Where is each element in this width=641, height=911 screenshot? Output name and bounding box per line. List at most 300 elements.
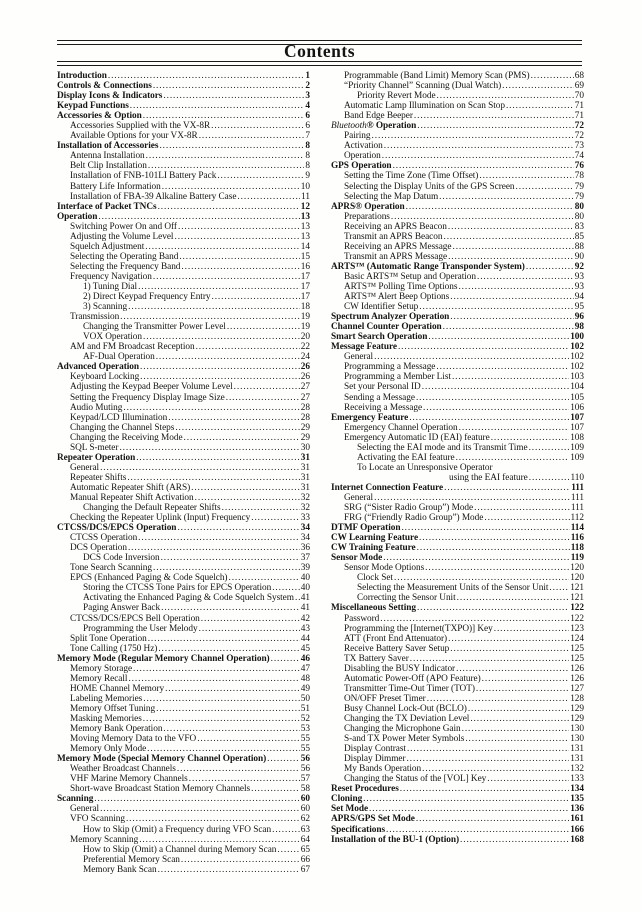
toc-page-number: 11 [301,191,310,202]
toc-page-number: 88 [574,241,584,252]
dotted-leader [179,252,299,262]
dotted-leader [502,81,574,91]
toc-page-number: 9 [305,171,310,182]
toc-entry-title: Display Contrast [344,744,406,755]
toc-entry [57,382,310,392]
toc-entry [331,573,584,583]
toc-entry-title: Internet Connection Feature [331,482,444,493]
toc-entry-title: APRS/GPS Set Mode [331,814,415,825]
dotted-leader [406,202,574,212]
dotted-leader [419,302,574,312]
toc-entry [57,634,310,644]
toc-page-number: 41 [300,593,310,604]
toc-page-number: 8 [305,151,310,162]
toc-entry-title: Memory Bank Scan [83,864,157,875]
toc-entry-title: Setting the Frequency Display Image Size [70,392,225,403]
toc-entry [57,593,310,603]
dotted-leader [98,212,299,222]
toc-entry-title: APRS® Operation [331,201,405,212]
toc-entry [331,513,584,523]
toc-entry-title: Clock Set [357,573,393,584]
toc-page-number: 93 [574,281,584,292]
toc-page-number: 31 [300,462,310,473]
toc-entry [57,222,310,232]
toc-entry [57,71,310,81]
toc-page-number: 30 [300,442,310,453]
toc-page-number: 94 [574,292,584,303]
dotted-leader [494,624,569,634]
toc-entry [57,603,310,613]
dotted-leader [409,413,569,423]
dotted-leader [143,332,300,342]
dotted-leader [136,453,300,463]
dotted-leader [479,171,573,181]
toc-entry [57,131,310,141]
toc-entry [331,423,584,433]
toc-page-number: 42 [300,613,310,624]
toc-entry [57,433,310,443]
toc-entry-title: Labeling Memories [70,693,143,704]
toc-page-number: 110 [570,472,584,483]
toc-page-number: 71 [574,111,584,122]
toc-page-number: 33 [300,513,310,524]
toc-entry-title: Installation of FBA-39 Alkaline Battery Case [70,191,237,202]
dotted-leader [374,352,569,362]
toc-page-number: 85 [574,231,584,242]
toc-page-number: 79 [574,181,584,192]
dotted-leader [526,262,574,272]
toc-page-number: 24 [300,352,310,363]
toc-page-number: 111 [571,482,584,493]
toc-entry [57,644,310,654]
toc-page-number: 102 [570,362,584,373]
toc-entry-title: Tone Search Scanning [70,563,152,574]
toc-entry [331,583,584,593]
dotted-leader [133,664,300,674]
toc-page-number: 31 [300,482,310,493]
toc-entry [331,272,584,282]
dotted-leader [139,835,300,845]
toc-entry [331,453,584,463]
toc-entry [57,563,310,573]
toc-page-number: 15 [300,251,310,262]
toc-entry-title: DCS Operation [70,543,127,554]
dotted-leader [393,161,574,171]
toc-entry-title: Changing the Channel Steps [70,422,175,433]
toc-page-number: 131 [570,754,584,765]
toc-entry [57,242,310,252]
toc-entry-title: Programming the User Melody [83,623,198,634]
toc-entry [331,794,584,804]
dotted-leader [175,423,299,433]
toc-entry [57,252,310,262]
dotted-leader [195,493,300,503]
toc-page-number: 17 [300,292,310,303]
toc-entry-title: To Locate an Unresponsive Operator [357,462,493,473]
toc-page-number: 107 [570,412,584,423]
dotted-leader [529,443,570,453]
dotted-leader [138,533,300,543]
toc-entry [331,212,584,222]
toc-entry-title: HOME Channel Memory [70,683,165,694]
toc-page-number: 123 [570,623,584,634]
toc-entry-title: Basic ARTS™ Setup and Operation [344,271,476,282]
toc-entry [57,714,310,724]
toc-entry [331,182,584,192]
toc-entry [57,81,310,91]
toc-entry [57,724,310,734]
toc-entry [331,593,584,603]
toc-entry-title: Correcting the Sensor Unit [357,593,456,604]
toc-entry [331,694,584,704]
dotted-leader [181,262,299,272]
toc-page-number: 122 [570,603,584,614]
toc-entry [331,835,584,845]
toc-page-number: 73 [574,141,584,152]
toc-entry [57,262,310,272]
toc-entry [331,553,584,563]
toc-entry [331,734,584,744]
toc-page-number: 12 [300,201,310,212]
toc-entry-title: ATT (Front End Attenuator) [344,633,448,644]
toc-entry-title: Set your Personal ID [344,382,421,393]
toc-entry [57,161,310,171]
dotted-leader [100,463,300,473]
toc-page-number: 57 [300,774,310,785]
toc-entry-title: TX Battery Saver [344,653,409,664]
dotted-leader [450,312,574,322]
toc-entry [57,362,310,372]
toc-entry-title: Preparations [344,211,390,222]
toc-entry [331,312,584,322]
toc-entry-title: Password [344,613,380,624]
toc-page-number: 41 [300,603,310,614]
dotted-leader [369,804,569,814]
toc-page-number: 6 [305,121,310,132]
dotted-leader [148,161,305,171]
toc-page-number: 114 [570,523,584,534]
toc-page-number: 106 [570,402,584,413]
dotted-leader [130,101,305,111]
dotted-leader [394,573,569,583]
toc-page-number: 34 [300,523,310,534]
toc-page-number: 29 [300,432,310,443]
dotted-leader [226,393,300,403]
toc-page-number: 13 [300,231,310,242]
toc-entry-title: Changing the TX Deviation Level [344,714,470,724]
toc-page-number: 68 [574,71,584,81]
toc-entry [331,232,584,242]
dotted-leader [443,232,573,242]
dotted-leader [161,603,300,613]
toc-entry [57,182,310,192]
toc-entry [57,312,310,322]
toc-page-number: 19 [300,312,310,323]
toc-entry [331,744,584,754]
dotted-leader [227,322,300,332]
dotted-leader [391,212,574,222]
toc-entry-title: Checking the Repeater Uplink (Input) Frequency [70,513,251,524]
toc-page-number: 56 [300,754,310,765]
toc-entry-title: Sensor Mode [331,553,383,564]
toc-entry-title: Cloning [331,794,363,805]
toc-page-number: 127 [570,683,584,694]
toc-entry-title: FRG (“Friendly Radio Group”) Mode [344,513,484,524]
toc-entry [331,413,584,423]
toc-entry [331,473,584,483]
dotted-leader [120,312,300,322]
toc-entry-title: Set Mode [331,804,369,815]
toc-entry-title: GPS Operation [331,161,392,172]
toc-entry-title: Memory Scanning [70,834,139,845]
toc-entry-title: Selecting the EAI mode and its Transmit Time [357,442,528,453]
toc-entry [57,614,310,624]
toc-page-number: 19 [300,322,310,333]
toc-entry-title: SQL S-meter [70,442,119,453]
toc-entry [57,423,310,433]
dotted-leader [448,252,574,262]
toc-entry-title: CW Learning Feature [331,533,419,544]
dotted-leader [456,664,569,674]
toc-entry-title: Emergency Feature [331,412,409,423]
toc-page-number: 83 [574,221,584,232]
toc-entry-title: Audio Muting [70,402,123,413]
toc-entry-title: CTCSS/DCS/EPCS Bell Operation [70,613,200,624]
toc-page-number: 17 [300,281,310,292]
toc-page-number: 43 [300,623,310,634]
toc-entry-title: Controls & Connections [57,81,152,92]
toc-entry [57,553,310,563]
toc-entry-title: Adjusting the Keypad Beeper Volume Level [70,382,233,393]
dotted-leader [484,513,569,523]
toc-entry-title: VFO Scanning [70,814,125,825]
title-bottom-double-rule [57,61,582,66]
toc-page-number: 7 [305,131,310,142]
dotted-leader [382,151,574,161]
toc-entry [57,372,310,382]
toc-entry-title: Memory Mode (Special Memory Channel Operation) [57,754,267,765]
toc-page-number: 39 [300,563,310,574]
toc-entry-title: Changing the Default Repeater Shifts [83,503,221,514]
toc-entry [331,825,584,835]
toc-entry [331,523,584,533]
toc-entry [331,202,584,212]
toc-entry [331,121,584,131]
toc-entry-title: Memory Bank Operation [70,724,163,735]
toc-page-number: 70 [574,91,584,102]
toc-entry-title: Selecting the Display Units of the GPS Screen [344,181,515,192]
toc-entry-title: 1) Tuning Dial [83,281,138,292]
toc-entry-title: Installation of the BU-1 (Option) [331,834,459,845]
dotted-leader [271,654,300,664]
toc-entry [331,433,584,443]
toc-page-number: 92 [574,261,584,272]
toc-entry-title: Manual Repeater Shift Activation [70,492,194,503]
page-title: Contents [283,41,356,61]
toc-entry-title: 3) Scanning [83,302,128,313]
toc-page-number: 18 [300,302,310,313]
toc-page-number: 22 [300,342,310,353]
toc-entry-title: Selecting the Frequency Band [70,261,181,272]
toc-page-number: 104 [570,382,584,393]
toc-entry-title: Display Dimmer [344,754,406,765]
toc-entry [331,403,584,413]
dotted-leader [237,192,300,202]
toc-entry [57,573,310,583]
toc-entry [331,382,584,392]
toc-entry [57,754,310,764]
toc-entry-title: Repeater Operation [57,452,136,463]
toc-entry [57,583,310,593]
dotted-leader [126,814,300,824]
toc-entry-title: Receiving an APRS Message [344,241,452,252]
dotted-leader [138,282,300,292]
toc-entry [331,262,584,272]
dotted-leader [128,674,299,684]
dotted-leader [108,71,305,81]
toc-entry [57,764,310,774]
dotted-leader [211,292,299,302]
toc-entry-title: Advanced Operation [57,362,140,373]
dotted-leader [462,724,570,734]
dotted-leader [159,141,304,151]
dotted-leader [452,372,569,382]
toc-page-number: 56 [300,764,310,775]
toc-entry [57,463,310,473]
toc-entry-title: Adjusting the Volume Level [70,231,174,242]
toc-entry [57,342,310,352]
toc-entry-title: Programming a Message [344,362,436,373]
dotted-leader [407,744,569,754]
toc-page-number: 129 [570,714,584,724]
toc-entry [331,71,584,81]
dotted-leader [491,433,570,443]
toc-page-number: 136 [570,804,584,815]
dotted-leader [148,634,300,644]
dotted-leader [439,192,574,202]
toc-page-number: 80 [574,201,584,212]
toc-page-number: 131 [570,744,584,755]
toc-page-number: 69 [574,81,584,92]
toc-entry [331,503,584,513]
toc-page-number: 120 [570,563,584,574]
dotted-leader [178,222,300,232]
toc-entry-title: Transmitter Time-Out Timer (TOT) [344,683,475,694]
dotted-leader [100,804,300,814]
toc-entry [57,413,310,423]
toc-entry [331,151,584,161]
toc-entry [331,724,584,734]
dotted-leader [450,644,569,654]
dotted-leader [228,573,299,583]
dotted-leader [468,704,569,714]
toc-entry-title: Memory Storage [70,663,133,674]
toc-entry-title: Memory Recall [70,673,128,684]
toc-page-number: 111 [570,503,584,514]
toc-entry [57,744,310,754]
toc-entry [331,654,584,664]
dotted-leader [94,794,300,804]
toc-entry [57,202,310,212]
toc-page-number: 74 [574,151,584,162]
toc-page-number: 132 [570,764,584,775]
toc-page-number: 118 [570,543,584,554]
toc-entry [331,393,584,403]
dotted-leader [363,794,569,804]
toc-page-number: 4 [305,101,310,112]
toc-entry [57,91,310,101]
toc-page-number: 66 [300,854,310,865]
toc-entry [331,111,584,121]
toc-entry-title: Operation [344,151,381,162]
toc-entry [331,282,584,292]
toc-entry-title: Priority Revert Mode [357,91,436,102]
toc-entry [331,141,584,151]
dotted-leader [482,674,570,684]
dotted-leader [384,141,574,151]
toc-entry-title: Selecting the Operating Band [70,251,179,262]
toc-entry [331,222,584,232]
toc-page-number: 64 [300,834,310,845]
dotted-leader [143,714,300,724]
toc-entry [331,101,584,111]
toc-entry [57,292,310,302]
toc-entry [57,473,310,483]
toc-entry-title: Sending a Message [344,392,415,403]
toc-page-number: 161 [570,814,584,825]
toc-page-number: 95 [574,302,584,313]
toc-page-number: 108 [570,432,584,443]
dotted-leader [184,433,300,443]
toc-entry [57,865,310,875]
toc-page-number: 20 [300,332,310,343]
dotted-leader [452,242,573,252]
toc-entry-title: Memory Mode (Regular Memory Channel Operation) [57,653,270,664]
dotted-leader [419,533,570,543]
toc-entry-title: ON/OFF Preset Timer [344,693,426,704]
toc-page-number: 121 [570,583,584,594]
dotted-leader [516,182,574,192]
dotted-leader [162,182,300,192]
toc-entry [57,814,310,824]
toc-entry [331,242,584,252]
toc-entry-title: VHF Marine Memory Channels [70,774,188,785]
toc-entry-title: Repeater Shifts [70,472,127,483]
toc-entry [57,513,310,523]
toc-entry-title: Paging Answer Back [83,603,161,614]
toc-entry-title: Transmit an APRS Beacon [344,231,443,242]
toc-page-number: 129 [570,703,584,714]
toc-entry [57,282,310,292]
toc-entry-title: How to Skip (Omit) a Channel during Memory Scan [83,844,277,855]
toc-page-number: 120 [570,573,584,584]
toc-entry-title: Keyboard Locking [70,372,140,383]
toc-entry-title: General [344,492,374,503]
toc-entry [57,825,310,835]
dotted-leader [222,503,300,513]
dotted-leader [156,352,300,362]
toc-entry-title: Automatic Lamp Illumination on Scan Stop [344,101,505,112]
toc-entry [331,302,584,312]
toc-page-number: 48 [300,673,310,684]
toc-entry [331,563,584,573]
toc-entry [331,493,584,503]
dotted-leader [470,714,569,724]
toc-entry [331,443,584,453]
toc-entry-title: Programming the [Internet(TXPO)] Key [344,623,493,634]
toc-entry-title: Receiving a Message [344,402,423,413]
toc-page-number: 49 [300,683,310,694]
